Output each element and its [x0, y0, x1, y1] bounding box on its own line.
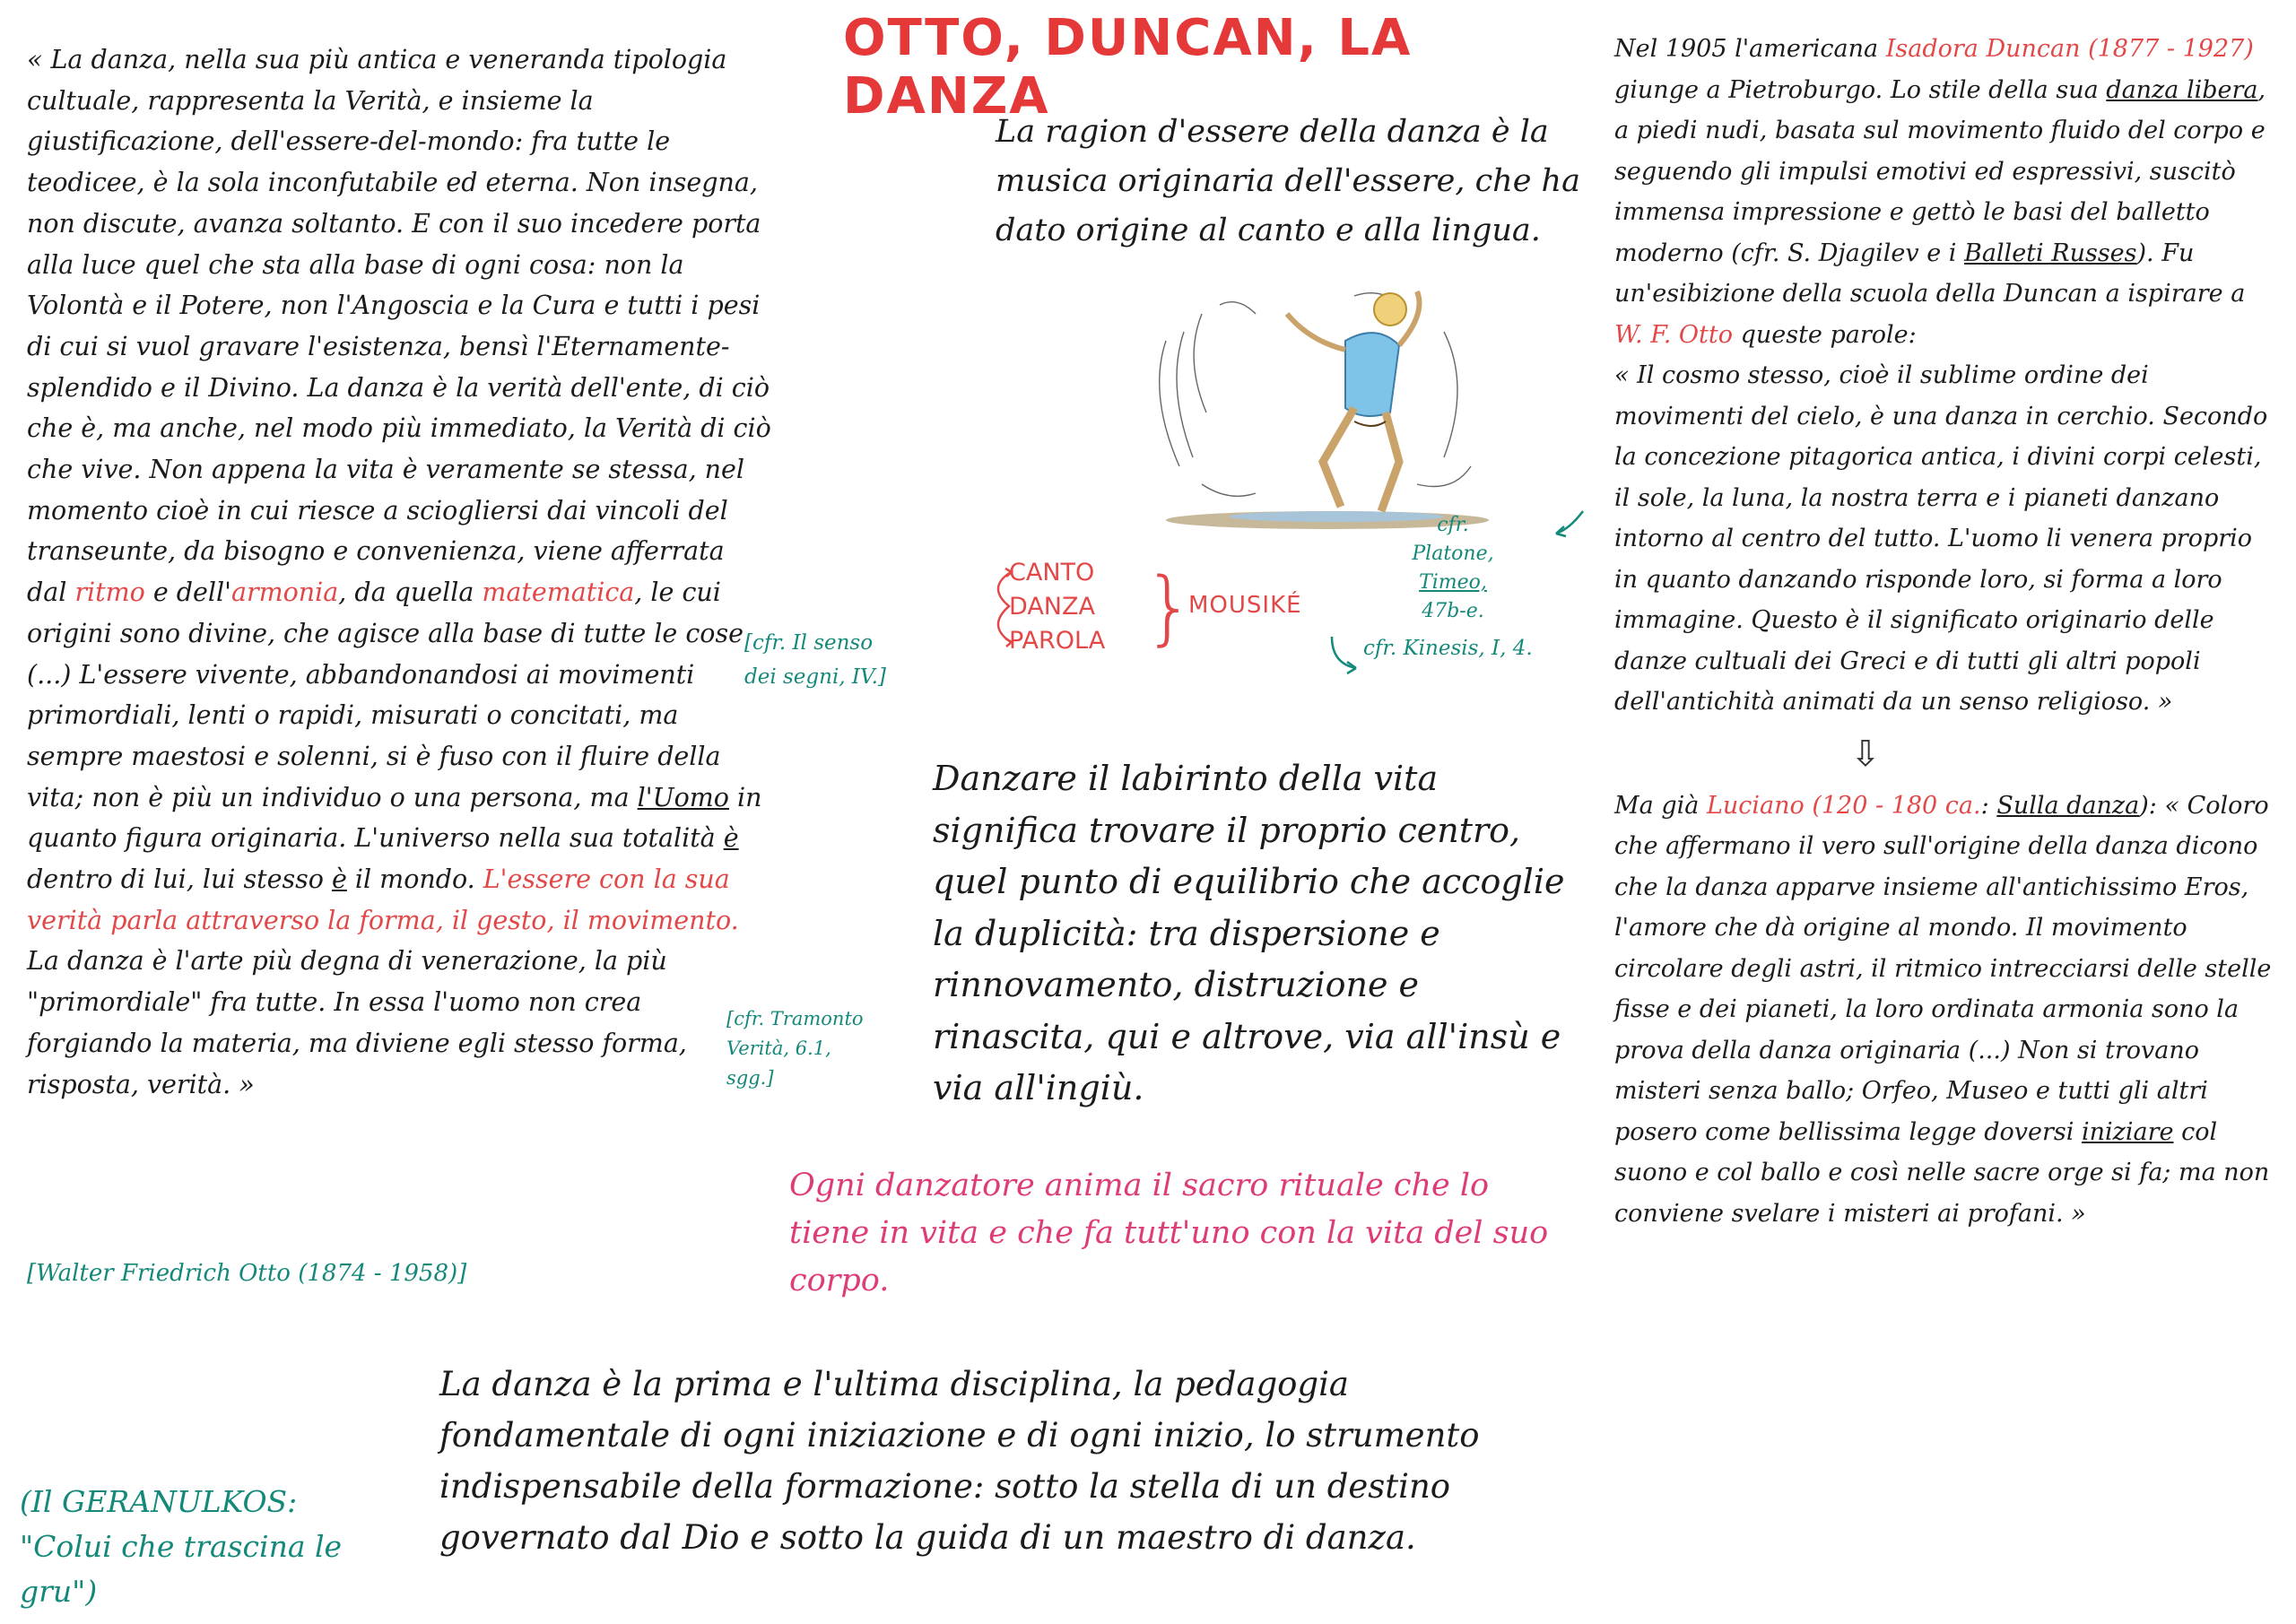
triad-canto: CANTO: [1009, 559, 1095, 586]
duncan-text: Fu un'esibizione della scuola della Duncan a ispirare a: [1614, 239, 2246, 308]
triad-danza: DANZA: [1009, 593, 1095, 621]
otto-quote-text: , le cui origini sono divine, che agisce alla base di tutte le cose (...) L'essere vivente, abbandonandosi ai movimenti primordiali, lenti o rapidi, misurati o concitati, ma sempre maestosi e solenni, si è fuso con il fluire della vita; non è più un individuo o una persona, ma: [27, 578, 744, 812]
luciano-text: Ma già: [1614, 791, 1700, 820]
duncan-text: , a piedi nudi, basata sul movimento fluido del corpo e seguendo gli impulsi emotivi ed espressivi, suscitò immensa impressione e gettò le basi del balletto moderno (cfr. S. Djagilev e i: [1614, 75, 2266, 267]
mousike-label: MOUSIKÉ: [1188, 592, 1302, 619]
luciano-text: :: [1980, 791, 1989, 820]
duncan-text: queste parole:: [1740, 320, 1917, 349]
otto-quote-text: La danza è l'arte più degna di venerazione, la più "primordiale" fra tutte. In essa l'uomo non crea forgiando la materia, ma diviene egli stesso forma, risposta, verità. »: [27, 946, 687, 1099]
author-signature: [Walter Friedrich Otto (1874 - 1958)]: [27, 1260, 467, 1287]
luciano-name: Luciano (120 - 180 ca.: [1706, 791, 1981, 820]
discipline-quote: La danza è la prima e l'ultima disciplina, la pedagogia fondamentale di ogni iniziazione e di ogni inizio, lo strumento indispensabile della formazione: sotto la stella di un destino governato dal Dio e sotto la guida di un maestro di danza.: [439, 1365, 1480, 1557]
labyrinth-quote: Danzare il labirinto della vita significa trovare il proprio centro, quel punto di equilibrio che accoglie la duplicità: tra dispersione e rinnovamento, distruzione e rinascita, qui e altrove, via all'insù e via all'ingiù.: [933, 759, 1565, 1107]
otto-quote-text: in quanto figura originaria. L'universo nella sua totalità: [27, 782, 762, 854]
otto-quote-text: e dell': [152, 578, 231, 608]
ref-kinesis: cfr. Kinesis, I, 4.: [1363, 637, 1533, 660]
duncan-text: giunge a Pietroburgo. Lo stile della sua: [1614, 75, 2099, 104]
sulla-danza-title: Sulla danza: [1996, 791, 2140, 820]
intro-quote: La ragion d'essere della danza è la musica originaria dell'essere, che ha dato origine al canto e alla lingua.: [996, 114, 1580, 248]
otto-quote-text: , da quella: [338, 578, 474, 608]
geranulkos-note: (Il GERANULKOS: "Colui che trascina le gru"): [20, 1484, 343, 1609]
e-word: è: [723, 823, 739, 854]
matematica-word: matematica: [482, 578, 635, 608]
ref-platone-line: 47b-e.: [1422, 600, 1484, 622]
otto-quote-text: dentro di lui, lui stesso: [27, 864, 324, 895]
isadora-duncan-name: Isadora Duncan (1877 - 1927): [1885, 35, 2254, 63]
dancer-illustration: [1130, 278, 1525, 538]
iniziare-word: iniziare: [2081, 1117, 2174, 1146]
otto-quote-text: il mondo.: [354, 864, 475, 895]
dancer-ritual-quote: Ogni danzatore anima il sacro rituale che lo tiene in vita e che fa tutt'uno con la vita del suo corpo.: [789, 1168, 1549, 1298]
brace-icon: }: [1144, 560, 1196, 655]
armonia-word: armonia: [230, 578, 339, 608]
page-title: OTTO, DUNCAN, LA DANZA: [843, 9, 1413, 126]
otto-quote-text: « La danza, nella sua più antica e veneranda tipologia cultuale, rappresenta la Verità, e insieme la giustificazione, dell'essere-del-mondo: fra tutte le teodicee, è la sola inconfutabile ed eterna. Non insegna, non discute, avanza soltanto. E con il suo incedere porta alla luce quel che sta alla base di ogni cosa: non la Volontà e il Potere, non l'Angoscia e la Cura e tutti i pesi di cui si vuol gravare l'esistenza, bensì l'Eternamente-splendido e il Divino. La danza è la verità dell'ente, di ciò che è, ma anche, nel modo più immediato, la Verità di ciò che vive. Non appena la vita è veramente se stessa, nel momento cioè in cui riesce a sciogliersi dai vincoli del transeunte, da bisogno e convenienza, viene afferrata dal: [27, 45, 771, 608]
arrow-to-kinesis-icon: [1327, 632, 1363, 677]
balletti-russes-term: Balleti Russes: [1963, 239, 2137, 267]
otto-cosmos-quote: « Il cosmo stesso, cioè il sublime ordine dei movimenti del cielo, è una danza in cerchio. Secondo la concezione pitagorica antica, i divini corpi celesti, il sole, la luna, la nostra terra e i pianeti danzano intorno al centro del tutto. L'uomo li venera proprio in quanto danzando risponde loro, si forma a loro immagine. Questo è il significato originario delle danze cultuali dei Greci e di tutti gli altri popoli dell'antichità animati da un senso religioso. »: [1614, 361, 2268, 716]
down-arrow-icon: ⇩: [1850, 733, 1881, 775]
duncan-column: [1614, 29, 2278, 1234]
luomo-word: l'Uomo: [637, 782, 729, 812]
ref-tramonto-verita: [cfr. Tramonto Verità, 6.1, sgg.]: [726, 1008, 864, 1089]
ref-platone-line: Platone,: [1412, 543, 1494, 565]
ref-platone-line: cfr.: [1437, 514, 1469, 536]
ref-platone: [1399, 511, 1507, 626]
otto-name: W. F. Otto: [1614, 320, 1733, 349]
danza-libera-term: danza libera: [2106, 75, 2258, 104]
e-word: è: [331, 864, 347, 895]
luciano-quote: col suono e col ballo e così nelle sacre orge si fa; ma non conviene svelare i misteri ai profani. »: [1614, 1117, 2270, 1228]
ref-platone-line: Timeo,: [1419, 571, 1487, 594]
triad-parola: PAROLA: [1009, 627, 1106, 655]
duncan-text: Nel 1905 l'americana: [1614, 35, 1879, 63]
ref-senso-dei-segni: [cfr. Il senso dei segni, IV.]: [744, 631, 886, 689]
triad-arrows-icon: [982, 556, 1018, 664]
otto-quote: [27, 39, 771, 1105]
red-sentence: L'essere con la sua verità parla attraverso la forma, il gesto, il movimento.: [27, 864, 739, 935]
luciano-text: ):: [2139, 791, 2157, 820]
duncan-text: ).: [2136, 239, 2154, 267]
luciano-quote: « Coloro che affermano il vero sull'origine della danza dicono che la danza apparve insieme all'antichissimo Eros, l'amore che dà origine al mondo. Il movimento circolare degli astri, il ritmico intrecciarsi delle stelle fisse e dei pianeti, la loro ordinata armonia sono la prova della danza originaria (...) Non si trovano misteri senza ballo; Orfeo, Museo e tutti gli altri posero come bellissima legge doversi: [1614, 791, 2272, 1146]
ritmo-word: ritmo: [74, 578, 145, 608]
arrow-to-platone-icon: [1552, 507, 1587, 543]
